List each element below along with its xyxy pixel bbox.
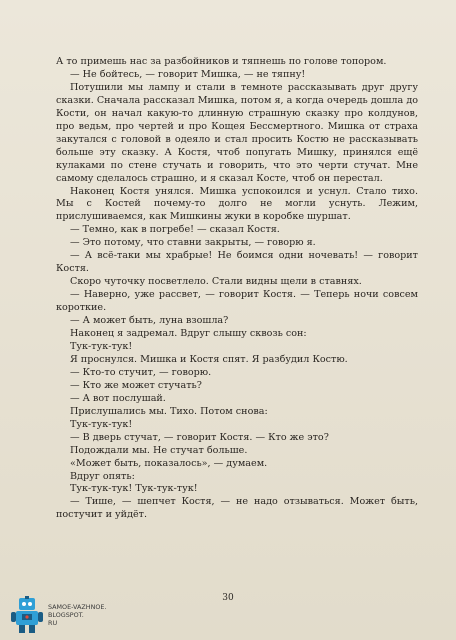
paragraph: Я проснулся. Мишка и Костя спят. Я разбудил Костю.	[70, 353, 348, 365]
paragraph: — Наверно, уже рассвет, — говорит Костя. — Теперь ночи совсем короткие.	[56, 289, 418, 314]
paragraph: Подождали мы. Не стучат больше.	[70, 444, 248, 456]
paragraph: — Кто-то стучит, — говорю.	[70, 366, 212, 378]
paragraph: Прислушались мы. Тихо. Потом снова:	[70, 405, 268, 417]
watermark-text	[48, 603, 106, 627]
paragraph: — Кто же может стучать?	[70, 379, 202, 391]
paragraph: Скоро чуточку посветлело. Стали видны щели в ставнях.	[70, 276, 362, 288]
paragraph: А то примешь нас за разбойников и тяпнешь по голове топором.	[56, 56, 387, 67]
paragraph: — Не бойтесь, — говорит Мишка, — не тяпну!	[70, 68, 306, 80]
paragraph: — А вот послушай.	[70, 392, 166, 404]
paragraph: Тук-тук-тук! Тук-тук-тук!	[70, 483, 198, 495]
watermark-line: SAMOE-VAZHNOE.	[48, 603, 107, 611]
watermark-line: RU	[48, 619, 58, 627]
paragraph: Потушили мы лампу и стали в темноте рассказывать друг другу сказки. Сначала рассказал Мишка, потом я, а когда очередь дошла до Кости, он начал какую-то длинную страшную сказку про колдунов, про ведьм, про чертей и про Кощея Бессмертного. Мишка от страха закутался с головой в одеяло и стал просить Костю не рассказывать больше эту сказку. А Костя, чтоб попугать Мишку, принялся ещё кулаками по стене стучать и говорить, что это черти стучат. Мне самому сделалось страшно, и я сказал Косте, чтоб он перестал.	[56, 81, 418, 184]
story-text	[56, 56, 418, 522]
blog-watermark	[10, 596, 106, 634]
paragraph: — В дверь стучат, — говорит Костя. — Кто же это?	[70, 431, 329, 443]
paragraph: Наконец я задремал. Вдруг слышу сквозь сон:	[70, 328, 307, 340]
paragraph: — А всё-таки мы храбрые! Не боимся одни ночевать! — говорит Костя.	[56, 250, 418, 275]
robot-logo-icon	[10, 596, 44, 634]
paragraph: — Тише, — шепчет Костя, — не надо отзываться. Может быть, постучит и уйдёт.	[56, 496, 418, 521]
paragraph: Тук-тук-тук!	[70, 340, 133, 352]
paragraph: Тук-тук-тук!	[70, 418, 133, 430]
paragraph: Наконец Костя унялся. Мишка успокоился и уснул. Стало тихо. Мы с Костей почему-то долго не могли уснуть. Лежим, прислушиваемся, как Мишкины жуки в коробке шуршат.	[56, 185, 418, 223]
paragraph: — А может быть, луна взошла?	[70, 315, 229, 327]
paragraph: — Это потому, что ставни закрыты, — говорю я.	[70, 237, 316, 249]
paragraph: — Темно, как в погребе! — сказал Костя.	[70, 224, 280, 236]
paragraph: Вдруг опять:	[70, 470, 135, 482]
watermark-line: BLOGSPOT.	[48, 611, 84, 619]
page-number: 30	[222, 593, 234, 603]
paragraph: «Может быть, показалось», — думаем.	[70, 457, 268, 469]
